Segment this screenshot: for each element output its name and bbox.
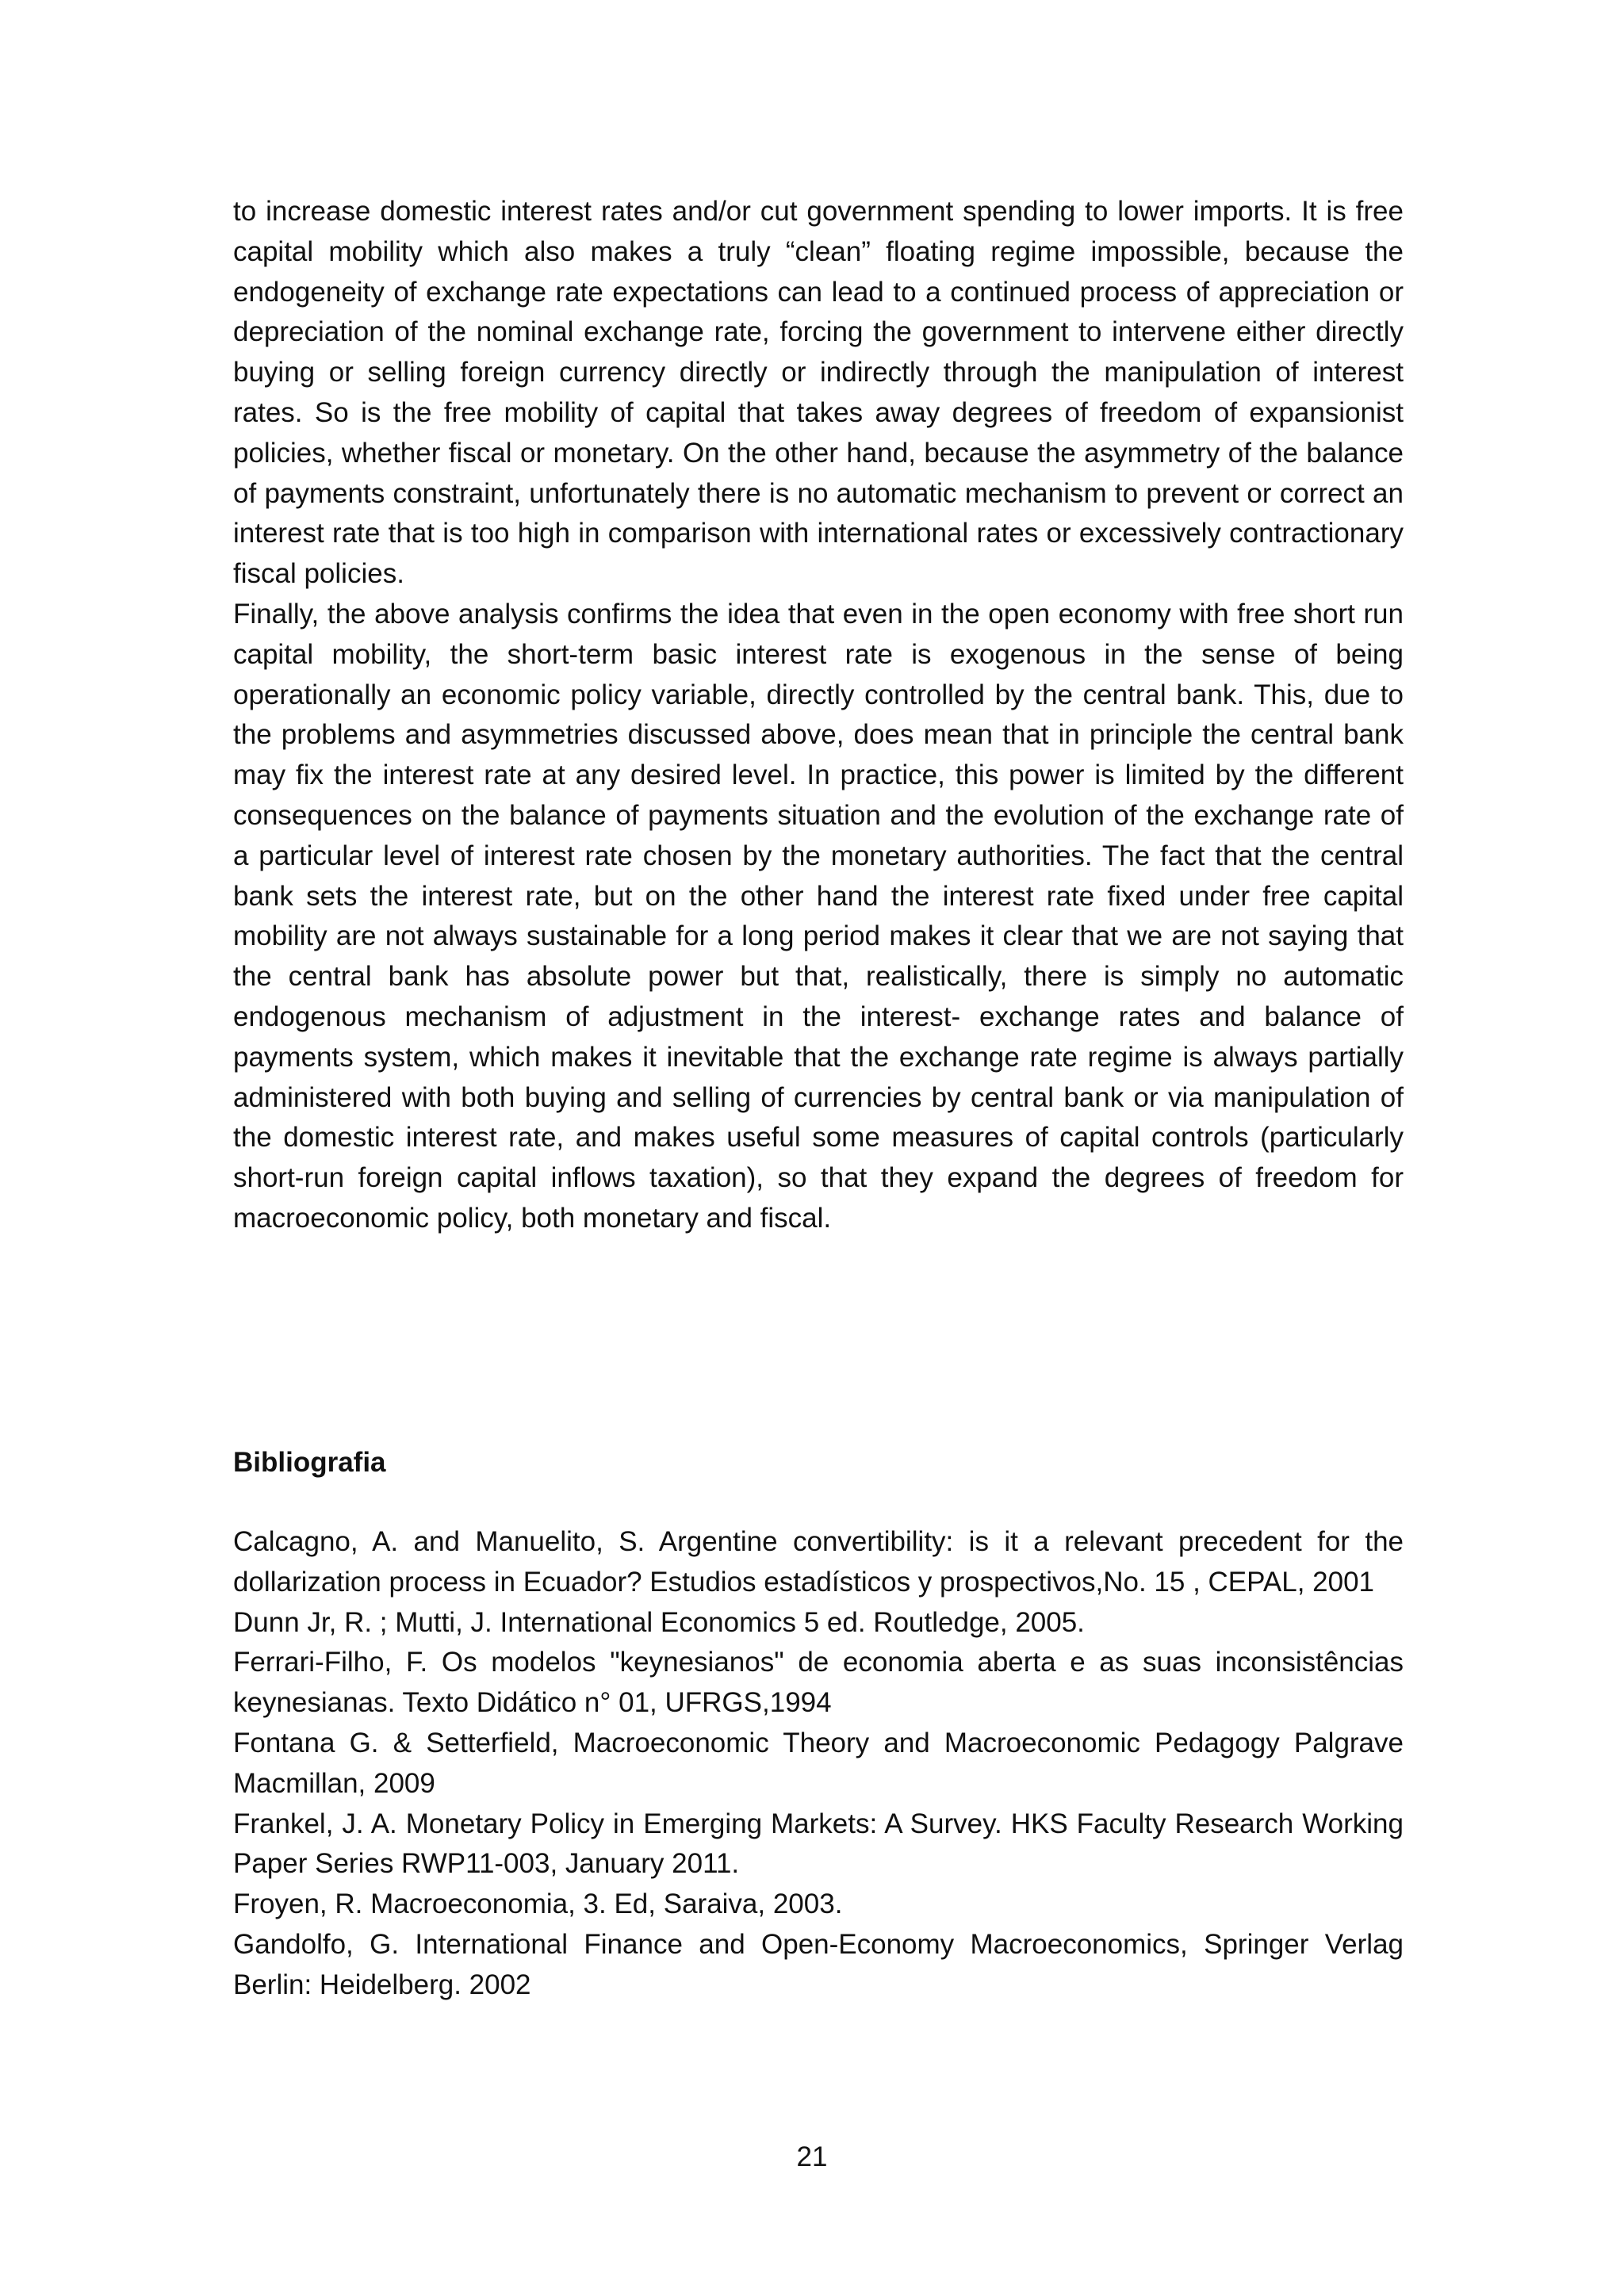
body-paragraph-2: Finally, the above analysis confirms the idea that even in the open economy with free short run capital mobility, the short-term basic interest rate is exogenous in the sense of being operationally an economic policy variable, directly controlled by the central bank. This, due to the problems and asymmetries discussed above, does mean that in principle the central bank may fix the interest rate at any desired level. In practice, this power is limited by the different consequences on the balance of payments situation and the evolution of the exchange rate of a particular level of interest rate chosen by the monetary authorities. The fact that the central bank sets the interest rate, but on the other hand the interest rate fixed under free capital mobility are not always sustainable for a long period makes it clear that we are not saying that the central bank has absolute power but that, realistically, there is simply no automatic endogenous mechanism of adjustment in the interest- exchange rates and balance of payments system, which makes it inevitable that the exchange rate regime is always partially administered with both buying and selling of currencies by central bank or via manipulation of the domestic interest rate, and makes useful some measures of capital controls (particularly short-run foreign capital inflows taxation), so that they expand the degrees of freedom for macroeconomic policy, both monetary and fiscal. <box>233 598 1404 1234</box>
reference-item: Gandolfo, G. International Finance and Open-Economy Macroeconomics, Springer Verlag Berlin: Heidelberg. 2002 <box>233 1928 1404 2000</box>
bibliography-list <box>233 1522 1404 2006</box>
reference-item: Frankel, J. A. Monetary Policy in Emerging Markets: A Survey. HKS Faculty Research Working Paper Series RWP11-003, January 2011. <box>233 1808 1404 1880</box>
bibliography-heading: Bibliografia <box>233 1447 386 1478</box>
reference-item: Ferrari-Filho, F. Os modelos "keynesianos" de economia aberta e as suas inconsistências keynesianas. Texto Didático n° 01, UFRGS,1994 <box>233 1647 1404 1719</box>
page-number: 21 <box>796 2141 828 2172</box>
reference-item: Dunn Jr, R. ; Mutti, J. International Economics 5 ed. Routledge, 2005. <box>233 1606 1085 1638</box>
reference-item: Froyen, R. Macroeconomia, 3. Ed, Saraiva, 2003. <box>233 1888 843 1920</box>
body-paragraph-1: to increase domestic interest rates and/or cut government spending to lower imports. It is free capital mobility which also makes a truly “clean” floating regime impossible, because the endogeneity of exchange rate expectations can lead to a continued process of appreciation or depreciation of the nominal exchange rate, forcing the government to intervene either directly buying or selling foreign currency directly or indirectly through the manipulation of interest rates. So is the free mobility of capital that takes away degrees of freedom of expansionist policies, whether fiscal or monetary. On the other hand, because the asymmetry of the balance of payments constraint, unfortunately there is no automatic mechanism to prevent or correct an interest rate that is too high in comparison with international rates or excessively contractionary fiscal policies. <box>233 196 1404 590</box>
body-text <box>233 192 1404 1239</box>
reference-item: Calcagno, A. and Manuelito, S. Argentine convertibility: is it a relevant precedent for the dollarization process in Ecuador? Estudios estadísticos y prospectivos,No. 15 , CEPAL, 2001 <box>233 1526 1404 1598</box>
reference-item: Fontana G. & Setterfield, Macroeconomic Theory and Macroeconomic Pedagogy Palgrave Macmillan, 2009 <box>233 1727 1404 1799</box>
